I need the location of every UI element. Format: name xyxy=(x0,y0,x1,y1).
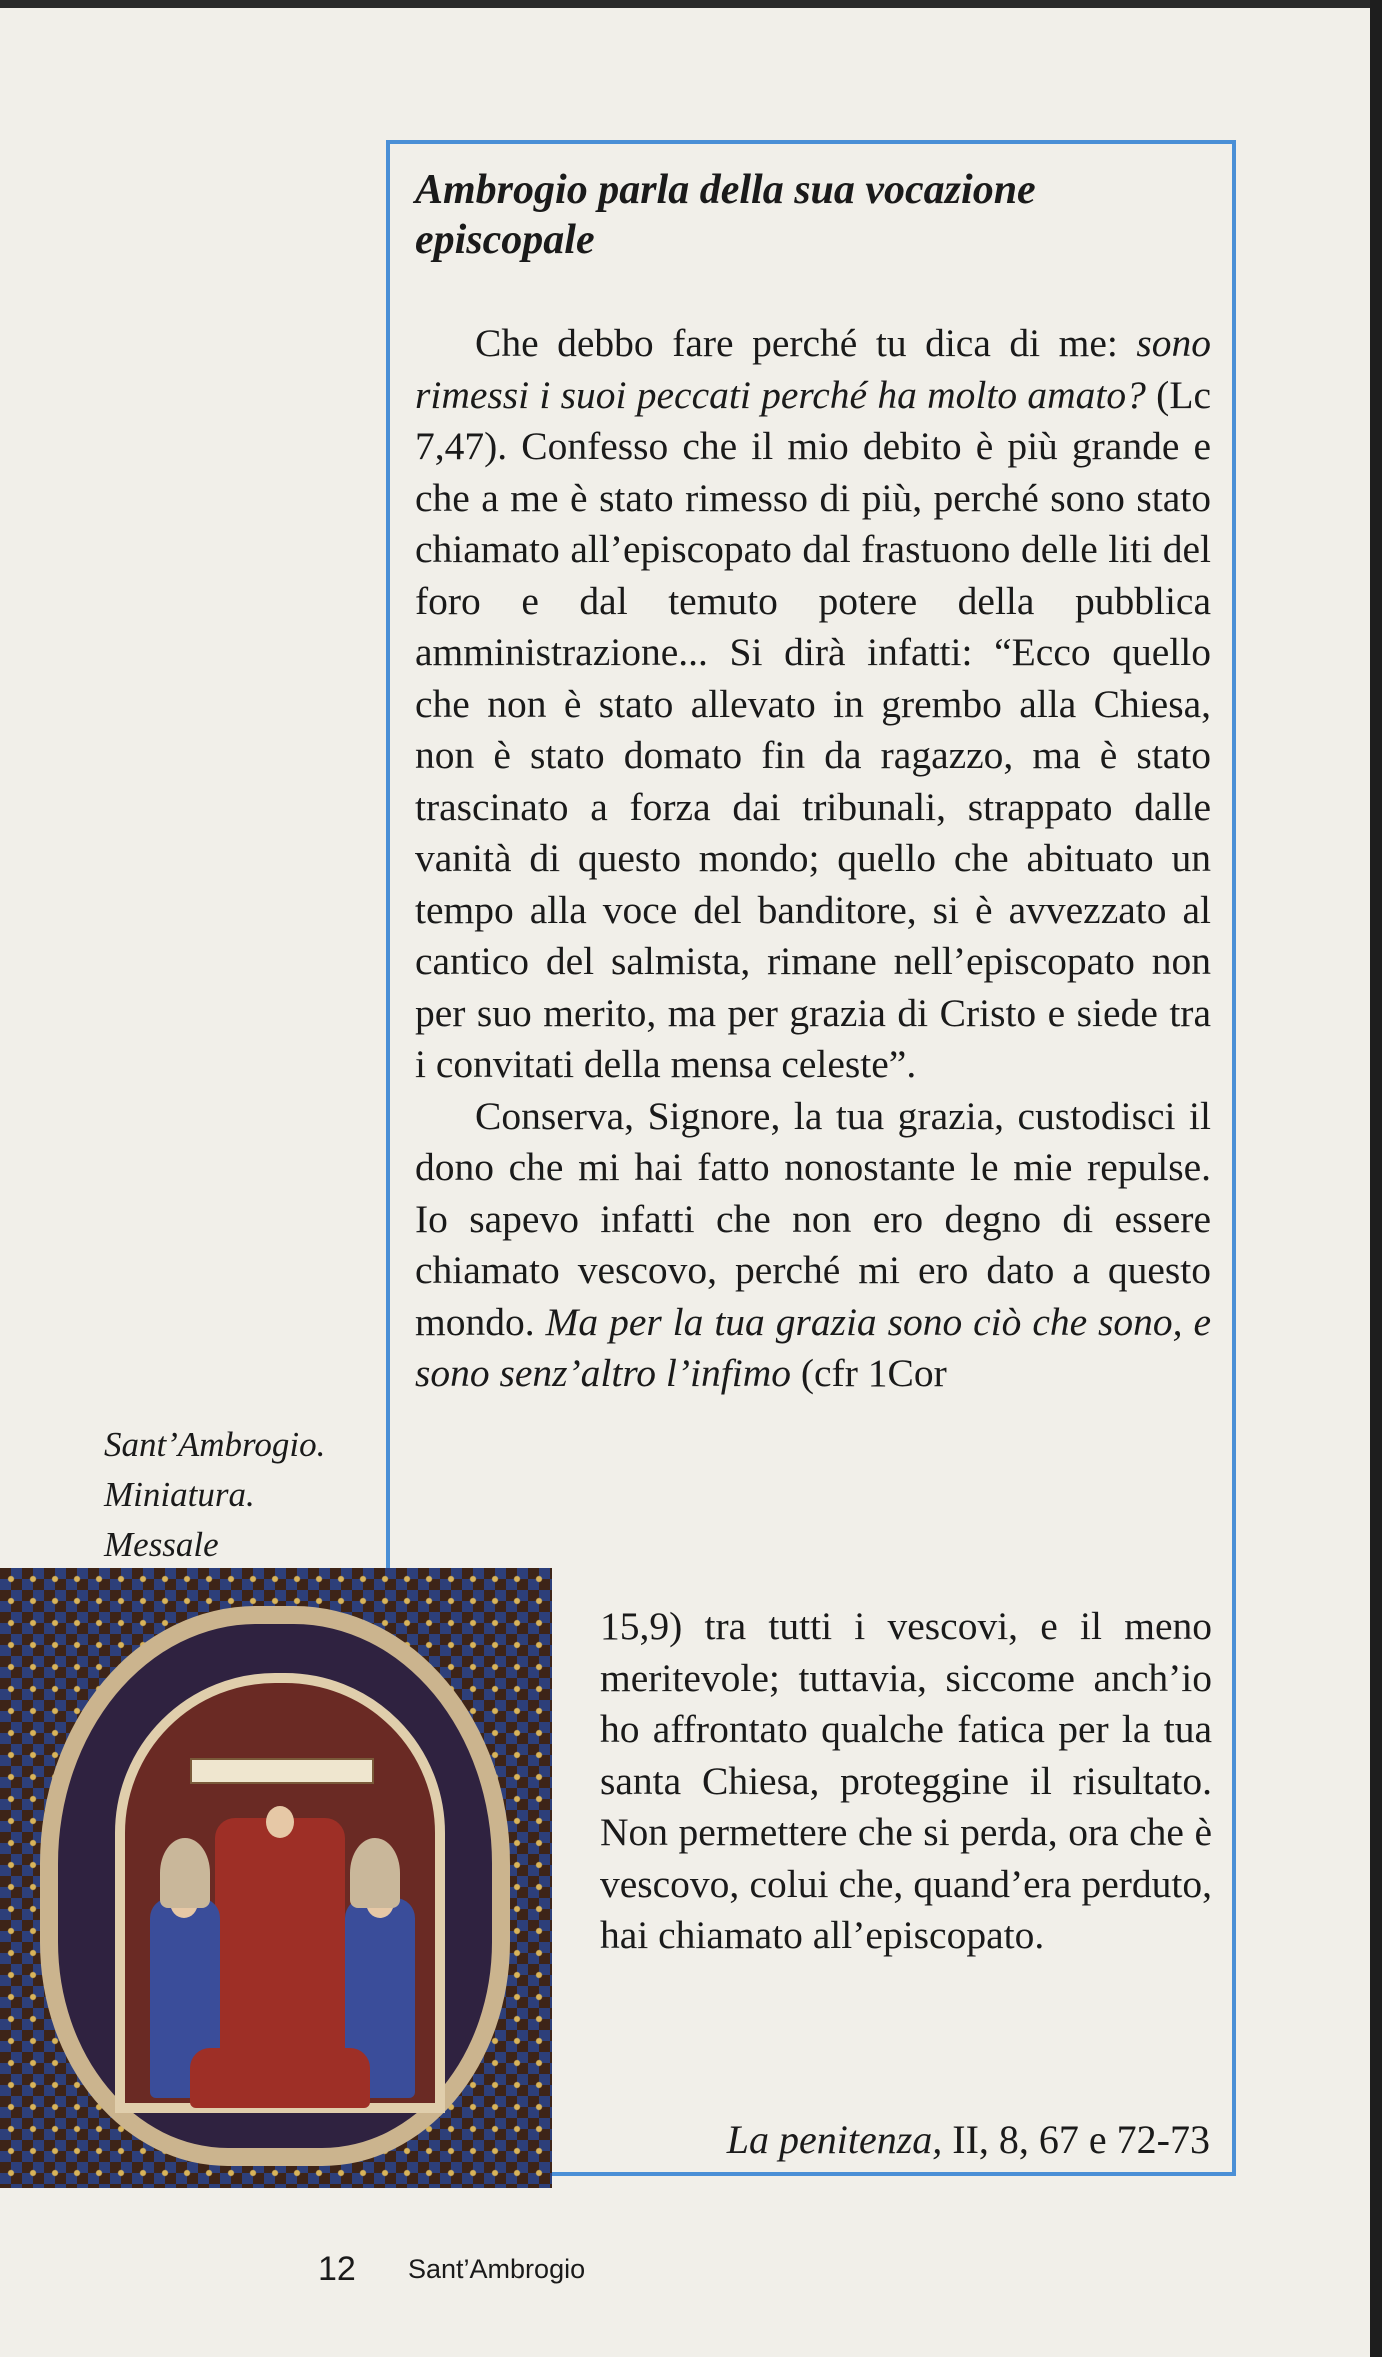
caption-line-1: Sant’Ambrogio. xyxy=(104,1425,326,1464)
kneeling-figure-robe xyxy=(190,2048,370,2108)
paragraph-2-quote: Ma per la tua grazia sono ciò che sono, e sono senz’altro l’infimo xyxy=(415,1299,1211,1395)
citation-reference: II, 8, 67 e 72-73 xyxy=(942,2117,1210,2162)
paragraph-2-lead: Conserva, Signore, la tua grazia, custodisci il dono che mi hai fatto nonostante le mie repulse. Io sapevo infatti che non ero degno di essere chiamato vescovo, perché mi ero dato a questo mondo. xyxy=(415,1093,1211,1344)
page-number: 12 xyxy=(318,2250,356,2288)
central-bishop-robe xyxy=(215,1818,345,2078)
page-right-edge xyxy=(1370,0,1382,2357)
paragraph-1-quote: sono rimessi i suoi peccati perché ha molto amato? xyxy=(415,321,1211,417)
paragraph-2-rest: (cfr 1Cor xyxy=(790,1351,947,1395)
box-title: Ambrogio parla della sua vocazione episcopale xyxy=(415,167,1036,263)
right-attendant-figure xyxy=(350,1838,400,1908)
left-attendant-figure xyxy=(160,1838,210,1908)
paragraph-1 xyxy=(415,318,1211,1091)
paragraph-1-rest: (Lc 7,47). Confesso che il mio debito è più grande e che a me è stato rimesso di più, perché sono stato chiamato all’episcopato dal frastuono delle liti del foro e dal temuto potere della pubblica amministrazione... Si dirà infatti: “Ecco quello che non è stato allevato in grembo alla Chiesa, non è stato domato fin da ragazzo, ma è stato trascinato a forza dai tribunali, strappato dalle vanità di questo mondo; quello che abituato un tempo alla voce del banditore, si è avvezzato al cantico del salmista, rimane nell’episcopato non per suo merito, ma per grazia di Cristo e siede tra i convitati della mensa celeste”. xyxy=(415,372,1211,1086)
central-bishop-face xyxy=(266,1806,294,1838)
paragraph-1-lead: Che debbo fare perché tu dica di me: xyxy=(475,321,1137,365)
page-top-edge xyxy=(0,0,1382,8)
miniature-illustration xyxy=(0,1568,552,2188)
caption-line-2: Miniatura. xyxy=(104,1475,255,1514)
running-head: Sant’Ambrogio xyxy=(408,2254,586,2284)
box-body xyxy=(415,318,1211,1400)
source-citation xyxy=(727,2115,1210,2165)
paragraph-2-continuation: 15,9) tra tutti i vescovi, e il meno meritevole; tuttavia, siccome anch’io ho affrontato qualche fatica per la tua santa Chiesa, proteggine il risultato. Non permettere che si perda, ora che è vescovo, colui che, quand’era perduto, hai chiamato all’episcopato. xyxy=(600,1604,1212,1957)
miniature-scroll-banner xyxy=(190,1758,374,1784)
paragraph-2 xyxy=(415,1091,1211,1400)
citation-title: La penitenza, xyxy=(726,2117,943,2162)
caption-line-3: Messale xyxy=(104,1525,219,1564)
